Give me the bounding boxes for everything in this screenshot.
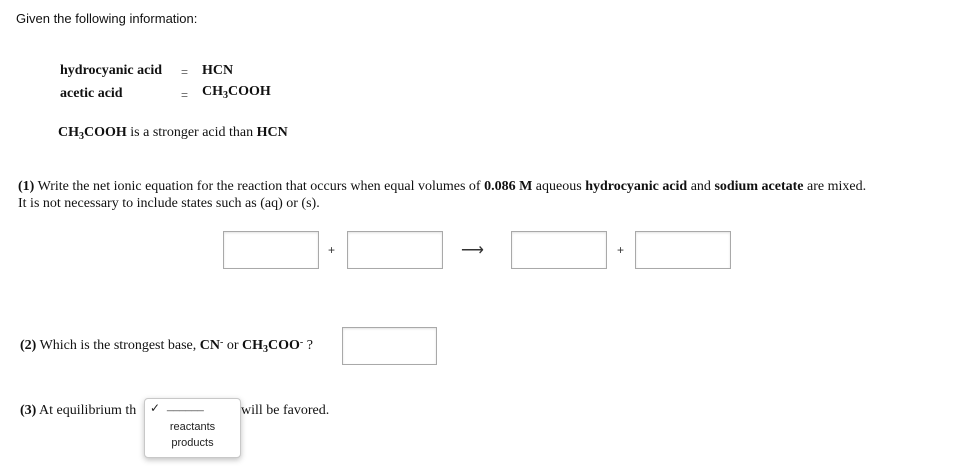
q3-text-end: will be favored. [241, 403, 330, 418]
plus-sign-products: + [617, 243, 625, 257]
strongest-base-input[interactable] [342, 327, 437, 365]
dropdown-selected-blank[interactable]: ______ [167, 400, 204, 412]
def-equals-2: = [181, 88, 189, 102]
reaction-arrow-icon: ⟶ [461, 242, 484, 259]
product-2-input[interactable] [635, 231, 731, 269]
def-equals-1: = [181, 65, 189, 79]
q2-text: (2) Which is the strongest base, CN- or $CH_3COO^-$ ? [20, 337, 313, 355]
equilibrium-dropdown[interactable] [144, 398, 241, 458]
intro-text: Given the following information: [16, 11, 198, 26]
reactant-2-input[interactable] [347, 231, 443, 269]
plus-sign-reactants: + [328, 243, 336, 257]
acid-comparison: $CH_3COOH$ is a stronger acid than HCN [58, 125, 288, 142]
product-1-input[interactable] [511, 231, 607, 269]
check-icon: ✓ [150, 401, 161, 415]
def-name-acetic: acetic acid [60, 86, 123, 101]
dropdown-option-reactants[interactable]: reactants [169, 421, 216, 433]
q1-instruction: It is not necessary to include states such as (aq) or (s). [18, 196, 320, 211]
q3-text: (3) At equilibrium th [20, 403, 137, 418]
def-formula-acetic: $CH_3COOH$ [202, 84, 271, 101]
dropdown-option-products[interactable]: products [171, 437, 214, 449]
def-formula-hcn: HCN [202, 63, 234, 78]
reactant-1-input[interactable] [223, 231, 319, 269]
def-name-hydrocyanic: hydrocyanic acid [60, 63, 163, 78]
q1-text: (1) Write the net ionic equation for the reaction that occurs when equal volumes of 0.086 M aqueous hydrocyanic acid and sodium acetate are mixed. [18, 179, 867, 194]
